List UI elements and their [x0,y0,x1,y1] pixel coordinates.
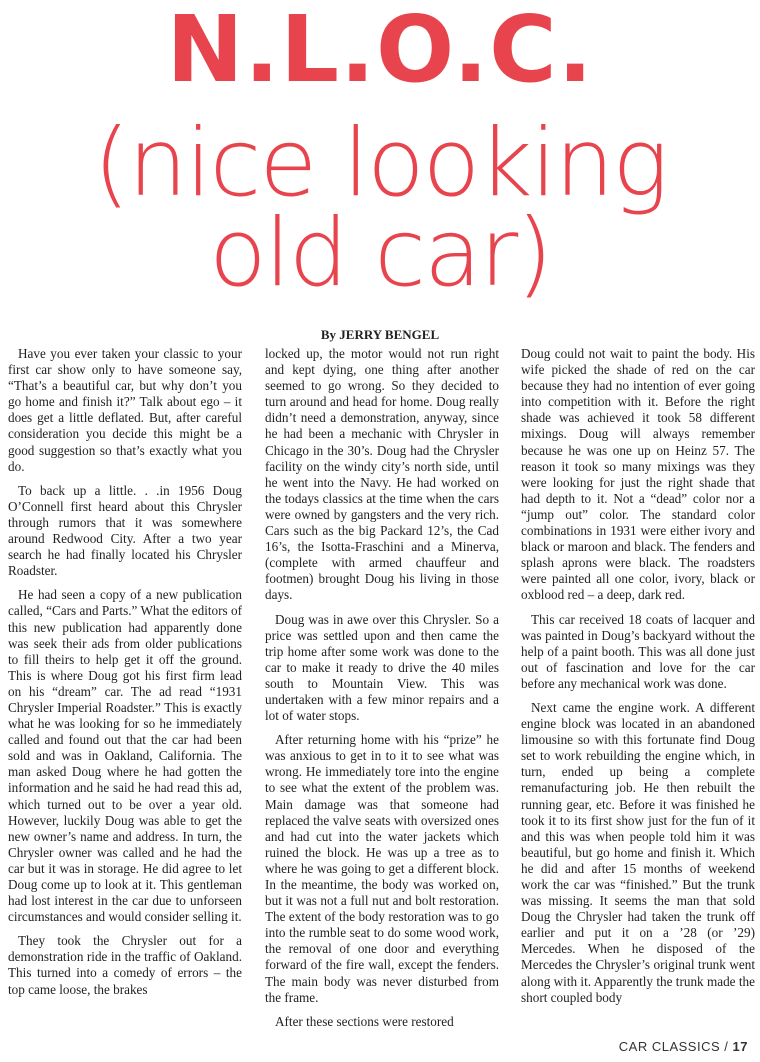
page-folio [619,1039,748,1054]
article-column-2 [265,346,499,1038]
paragraph: Doug could not wait to paint the body. His wife picked the shade of red on the car because they had no intention of ever going into competition with it. Before the right shade was achieved it took 58 different mixings. Doug will always remember because he was one up on Heinz 57. The reason it took so many mixings was they were looking for just the right shade that had depth to it. Not a “dead” color nor a “jump out” color. The standard color combinations in 1931 were either ivory and black or maroon and black. The fenders and splash aprons were black. The roadsters were painted all one color, ivory, black or oxblood red – a deep, dark red. [521,346,755,603]
paragraph: locked up, the motor would not run right and kept dying, one thing after another seemed to go wrong. So they decided to turn around and head for home. Doug really didn’t need a demonstration, anyway, since he had been a mechanic with Chrysler in Chicago in the 30’s. Doug had the Chrysler facility on the windy city’s north side, until he went into the Navy. He had worked on the todays classics at the time when the cars were owned by gangsters and the very rich. Cars such as the big Packard 12’s, the Cad 16’s, the Isotta-Fraschini and a Minerva, (complete with armed chauffeur and footmen) brought Doug his living in those days. [265,346,499,603]
article-column-1 [8,346,242,1006]
paragraph: This car received 18 coats of lacquer and was painted in Doug’s backyard without the help of a paint booth. This was all done just out of fascination and love for the car before any mechanical work was done. [521,611,755,691]
paragraph: Next came the engine work. A different engine block was located in an abandoned limousine so with this fortunate find Doug set to work rebuilding the engine which, in turn, ended up being a complete remanufacturing job. He then rebuilt the running gear, etc. Before it was finished he took it to its first show just for the fun of it and this was when people told him it was beautiful, but go home and finish it. Which he did and after 15 months of weekend work the car was “finished.” But the trunk was missing. It seems the man that sold Doug the Chrysler had taken the trunk off earlier and put it on a ’28 (or ’29) Mercedes. When he disposed of the Mercedes the Chrysler’s original trunk went along with it. Apparently the trunk made the short coupled body [521,699,755,1005]
page-number: 17 [732,1039,748,1054]
headline-subtitle-line-2: old car) [209,199,551,308]
paragraph: After these sections were restored [275,1013,454,1029]
byline: By JERRY BENGEL [320,327,440,342]
paragraph: Doug was in awe over this Chrysler. So a price was settled upon and then came the trip home after some work was done to the car to make it ready to drive the 40 miles south to Mountain View. This was undertaken with a few minor repairs and a lot of water stops. [265,611,499,724]
article-column-3 [521,346,755,1014]
paragraph: To back up a little. . .in 1956 Doug O’Connell first heard about this Chrysler through rumors that it was somewhere around Redwood City. After a two year search he had finally located his Chrysler Roadster. [8,482,242,579]
headline: N.L.O.C. [166,0,594,103]
paragraph: Have you ever taken your classic to your first car show only to have someone say, “That’s a beautiful car, but why don’t you go home and finish it?” Talk about ego – it does get a little deflated. But, after careful consideration you decide this might be a good suggestion so that’s exactly what you do. [8,346,242,474]
magazine-name: CAR CLASSICS [618,1039,721,1054]
paragraph: After returning home with his “prize” he was anxious to get in to it to see what was wrong. He immediately tore into the engine to see what the extent of the problem was. Main damage was that someone had replaced the valve seats with oversized ones and had cut into the water jackets which ruined the block. He was up a tree as to where he was going to get a different block. In the meantime, the body was worked on, but it was not a full nut and bolt restoration. The extent of the body restoration was to go into the rumble seat to do some wood work, the removal of one door and everything forward of the fire wall, except the fenders. The main body was never disturbed from the frame. [265,732,499,1005]
headline-subtitle-line-1: (nice looking [93,109,667,218]
folio-separator: / [724,1039,729,1054]
paragraph: They took the Chrysler out for a demonstration ride in the traffic of Oakland. This turned into a comedy of errors – the top came loose, the brakes [8,933,242,997]
paragraph: He had seen a copy of a new publication called, “Cars and Parts.” What the editors of this new publication had apparently done was seek their ads from older publications to fill theirs to help get it off the ground. This is where Doug got his first firm lead on his “dream” car. The ad read “1931 Chrysler Imperial Roadster.” This is exactly what he was looking for so he immediately called and found out that the car had been sold and was in Oakland, California. The man asked Doug where he had gotten the information and he said he had read this ad, which turned out to be over a year old. However, luckily Doug was able to get the new owner’s name and address. In turn, the Chrysler owner was called and he had the car but it was in storage. He did agree to let Doug come up to look at it. This gentleman had lost interest in the car due to unforseen circumstances and would consider selling it. [8,587,242,925]
